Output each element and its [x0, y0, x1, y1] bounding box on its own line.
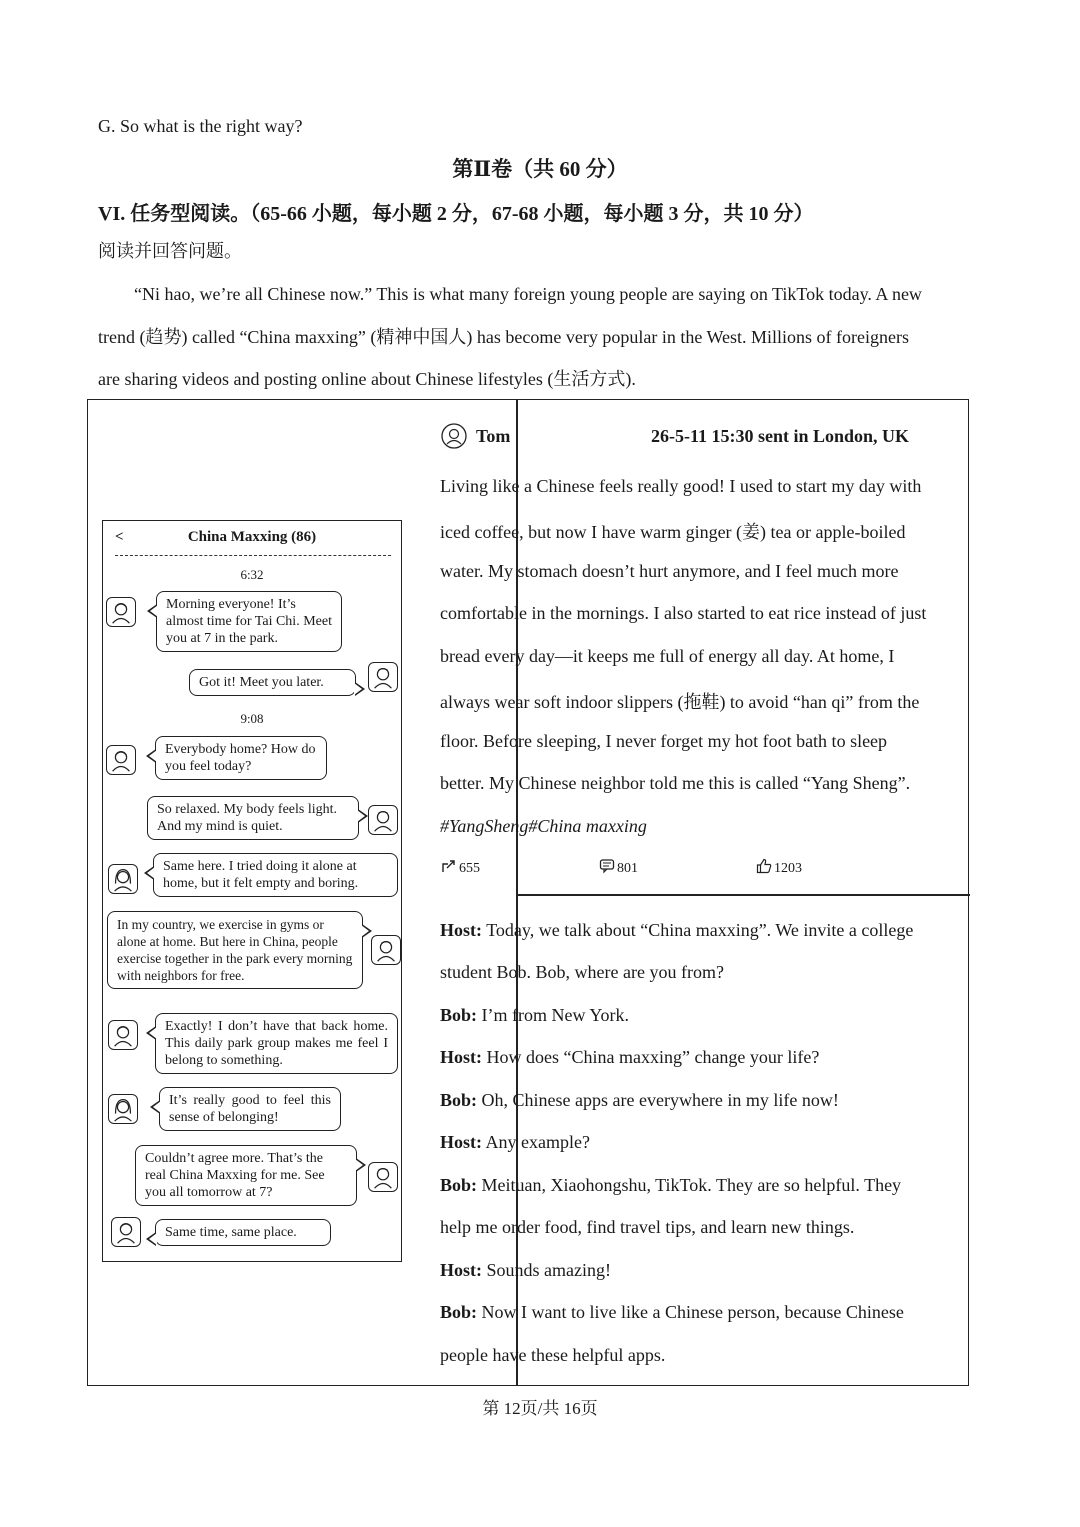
avatar-man-icon	[368, 1162, 398, 1192]
intro-line-1: “Ni hao, we’re all Chinese now.” This is what many foreign young people are saying on TikTok today. A new	[134, 284, 922, 304]
chat-message: Exactly! I don’t have that back home. This daily park group makes me feel I belong to something.	[155, 1013, 398, 1074]
chat-message: Same here. I tried doing it alone at home, but it felt empty and boring.	[153, 853, 398, 897]
user-avatar-icon	[441, 423, 467, 449]
avatar-woman-icon	[108, 1094, 138, 1124]
chat-divider	[115, 555, 391, 556]
avatar-man-icon	[111, 1217, 141, 1247]
avatar-man-icon	[368, 805, 398, 835]
interview-line: Bob: Meituan, Xiaohongshu, TikTok. They are so helpful. They	[440, 1175, 902, 1195]
comment-stat[interactable]	[599, 858, 638, 879]
post-tags: #YangSheng#China maxxing	[440, 816, 647, 836]
page-footer: 第 12页/共 16页	[482, 1399, 598, 1418]
option-g: G. So what is the right way?	[98, 116, 303, 136]
chat-screen	[102, 520, 402, 1262]
share-stat[interactable]	[441, 858, 480, 879]
like-stat[interactable]	[756, 858, 802, 879]
avatar-man-icon	[108, 1020, 138, 1050]
speaker: Host:	[440, 1047, 482, 1067]
section-title: VI. 任务型阅读。（65-66 小题，每小题 2 分，67-68 小题，每小题 3 分，共 10 分）	[98, 203, 814, 225]
interview-line: Host: How does “China maxxing” change your life?	[440, 1047, 820, 1067]
avatar-man-icon	[368, 662, 398, 692]
avatar-woman-icon	[108, 864, 138, 894]
chat-message: In my country, we exercise in gyms or alone at home. But here in China, people exercise together in the park every morning with neighbors for free.	[107, 911, 363, 989]
interview-line: Bob: Now I want to live like a Chinese person, because Chinese	[440, 1302, 904, 1322]
post-line: bread every day—it keeps me full of energy all day. At home, I	[440, 646, 895, 666]
post-meta: 26-5-11 15:30 sent in London, UK	[651, 426, 910, 446]
comment-icon	[599, 858, 615, 879]
chat-message: Morning everyone! It’s almost time for Tai Chi. Meet you at 7 in the park.	[156, 591, 342, 652]
post-author: Tom	[476, 426, 511, 446]
speaker: Bob:	[440, 1175, 478, 1195]
avatar-man-icon	[106, 597, 136, 627]
post-line: comfortable in the mornings. I also started to eat rice instead of just	[440, 603, 927, 623]
intro-line-2: trend (趋势) called “China maxxing” (精神中国人) has become very popular in the West. Millions of foreigners	[98, 327, 910, 347]
chat-time: 9:08	[240, 711, 264, 726]
table-divider-horizontal	[516, 894, 970, 896]
post-line: water. My stomach doesn’t hurt anymore, and I feel much more	[440, 561, 899, 581]
post-line: Living like a Chinese feels really good! I used to start my day with	[440, 476, 922, 496]
chat-message: So relaxed. My body feels light. And my mind is quiet.	[147, 796, 359, 840]
chat-message: Couldn’t agree more. That’s the real China Maxxing for me. See you all tomorrow at 7?	[135, 1145, 357, 1206]
like-count: 1203	[774, 860, 802, 876]
speaker: Bob:	[440, 1090, 478, 1110]
speaker: Bob:	[440, 1005, 478, 1025]
speaker: Host:	[440, 920, 482, 940]
post-line: better. My Chinese neighbor told me this is called “Yang Sheng”.	[440, 773, 911, 793]
share-count: 655	[459, 860, 480, 876]
post-line: always wear soft indoor slippers (拖鞋) to avoid “han qi” from the	[440, 692, 920, 712]
avatar-man-icon	[106, 745, 136, 775]
speaker: Bob:	[440, 1302, 478, 1322]
back-icon[interactable]: <	[115, 529, 124, 545]
share-icon	[441, 858, 457, 879]
comment-count: 801	[617, 860, 638, 876]
chat-message: Got it! Meet you later.	[189, 669, 356, 696]
post-line: floor. Before sleeping, I never forget my hot foot bath to sleep	[440, 731, 888, 751]
reading-table	[87, 399, 969, 1386]
interview-line: Bob: Oh, Chinese apps are everywhere in my life now!	[440, 1090, 839, 1110]
volume-title: 第Ⅱ卷（共 60 分）	[452, 157, 628, 181]
interview-line: people have these helpful apps.	[440, 1345, 666, 1365]
chat-message: Same time, same place.	[155, 1219, 331, 1246]
interview-line: help me order food, find travel tips, and learn new things.	[440, 1217, 855, 1237]
thumbs-up-icon	[756, 858, 772, 879]
chat-title: China Maxxing (86)	[187, 529, 317, 545]
post-line: iced coffee, but now I have warm ginger (姜) tea or apple-boiled	[440, 522, 906, 542]
chat-time: 6:32	[240, 567, 264, 582]
speaker: Host:	[440, 1132, 482, 1152]
interview-line: student Bob. Bob, where are you from?	[440, 962, 724, 982]
speaker: Host:	[440, 1260, 482, 1280]
instruction: 阅读并回答问题。	[98, 241, 242, 261]
interview-line: Host: Any example?	[440, 1132, 590, 1152]
avatar-man-icon	[371, 935, 401, 965]
intro-line-3: are sharing videos and posting online about Chinese lifestyles (生活方式).	[98, 369, 636, 389]
interview-line: Host: Sounds amazing!	[440, 1260, 611, 1280]
interview-line: Bob: I’m from New York.	[440, 1005, 630, 1025]
interview-line: Host: Today, we talk about “China maxxing”. We invite a college	[440, 920, 914, 940]
chat-message: It’s really good to feel this sense of belonging!	[159, 1087, 341, 1131]
chat-message: Everybody home? How do you feel today?	[155, 736, 327, 780]
